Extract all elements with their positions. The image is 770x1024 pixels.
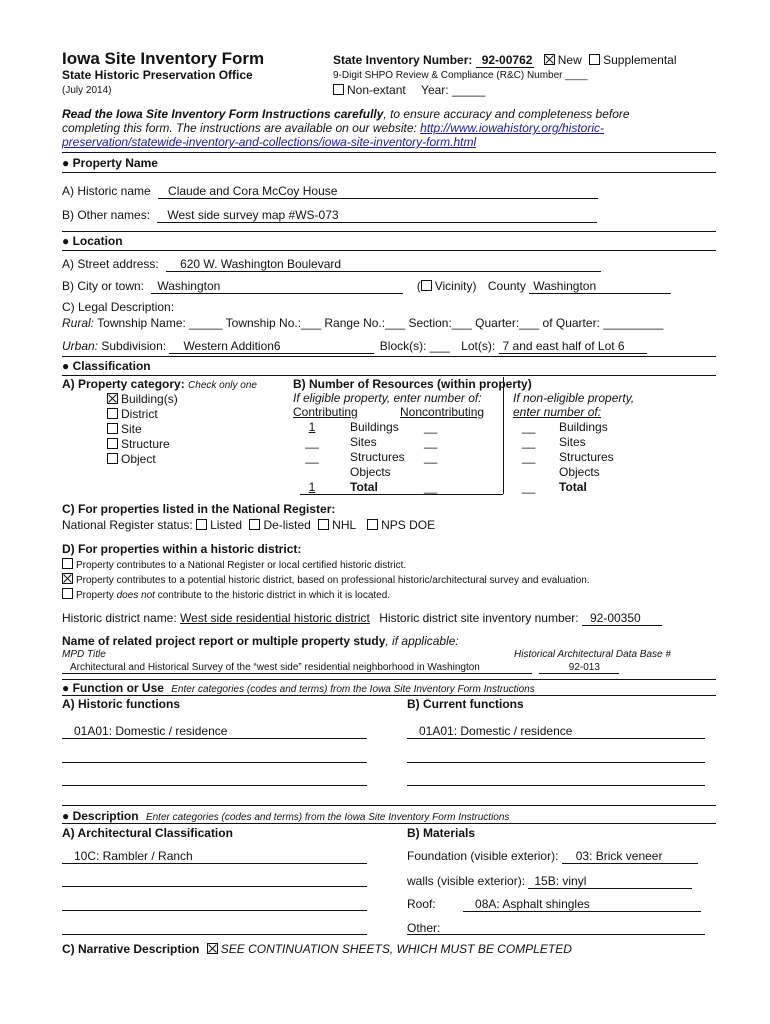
vicinity-paren: ( — [416, 279, 421, 293]
total-rule — [300, 494, 503, 495]
row-buildings: Buildings — [559, 420, 608, 434]
district-option-2-checkbox[interactable] — [62, 573, 73, 584]
divider — [62, 695, 716, 696]
city-value: Washington — [157, 279, 221, 293]
rc-number-line: 9-Digit SHPO Review & Compliance (R&C) Number ____ — [333, 70, 588, 81]
arch-classification-field-1[interactable] — [62, 849, 367, 864]
district-option[interactable] — [62, 558, 590, 573]
description-heading: ● Description — [62, 809, 139, 823]
current-function-field-3[interactable] — [407, 785, 705, 786]
noncontributing-label: Noncontributing — [400, 405, 485, 419]
district-option-1-checkbox[interactable] — [62, 558, 73, 569]
row-structures: Structures — [559, 450, 614, 464]
new-checkbox[interactable] — [544, 54, 555, 65]
district-num-value: 92-00350 — [589, 611, 641, 625]
other-names-row — [62, 208, 597, 223]
noneligible-sites[interactable]: __ — [522, 435, 536, 449]
foundation-field[interactable] — [562, 849, 698, 864]
contributing-label: Contributing — [293, 405, 358, 419]
other-names-value: West side survey map #WS-073 — [167, 208, 339, 222]
mpd-title-field[interactable] — [62, 662, 532, 674]
foundation-value: 03: Brick veneer — [575, 849, 663, 863]
instructions-link-1[interactable]: http://www.iowahistory.org/historic- — [420, 121, 605, 135]
subdivision-value: Western Addition6 — [183, 339, 281, 353]
current-functions-label: B) Current functions — [407, 697, 524, 711]
resource-labels-eligible — [350, 420, 405, 495]
district-name-row — [62, 611, 662, 626]
category-note: Check only one — [188, 380, 257, 391]
category-label-object: Object — [121, 452, 156, 466]
description-heading-row — [62, 809, 509, 823]
walls-value: 15B: vinyl — [534, 874, 587, 888]
narrative-checkbox[interactable] — [207, 943, 218, 954]
nhl-label: NHL — [332, 518, 356, 532]
divider — [62, 375, 716, 376]
had-label: Historical Architectural Data Base # — [514, 649, 671, 660]
noneligible-total[interactable]: __ — [522, 480, 536, 494]
noncontributing-sites[interactable]: __ — [424, 435, 438, 449]
year-field[interactable]: Year: _____ — [421, 83, 486, 97]
urban-label: Urban: — [62, 339, 99, 353]
category-label-site: Site — [121, 422, 142, 436]
divider — [62, 231, 716, 232]
divider — [62, 250, 716, 251]
row-objects: Objects — [350, 465, 391, 479]
district-option-3-checkbox[interactable] — [62, 588, 73, 599]
historic-name-label: A) Historic name — [62, 184, 151, 198]
historic-function-field-2[interactable] — [62, 762, 367, 763]
state-number-label: State Inventory Number: — [333, 53, 473, 67]
walls-label: walls (visible exterior): — [407, 874, 526, 888]
divider — [62, 356, 716, 357]
eligible-note: If eligible property, enter number of: — [293, 391, 482, 405]
divider — [62, 805, 716, 806]
noneligible-objects[interactable] — [522, 465, 535, 480]
divider — [62, 679, 716, 680]
had-field[interactable] — [539, 662, 619, 674]
historic-function-field-1[interactable] — [62, 724, 367, 739]
arch-classification-field-3[interactable] — [62, 910, 367, 911]
noncontributing-structures[interactable]: __ — [424, 450, 438, 464]
vicinity-label: Vicinity) — [434, 279, 477, 293]
category-label-structure: Structure — [121, 437, 170, 451]
city-field[interactable] — [151, 279, 403, 294]
row-objects: Objects — [559, 465, 600, 479]
divider — [62, 152, 716, 153]
category-option[interactable] — [107, 407, 178, 422]
foundation-row — [407, 849, 698, 864]
roof-row — [407, 897, 701, 912]
row-total: Total — [350, 480, 378, 494]
property-name-heading: ● Property Name — [62, 156, 158, 170]
historic-name-value: Claude and Cora McCoy House — [168, 184, 338, 198]
contributing-column — [305, 420, 319, 495]
district-option[interactable] — [62, 588, 590, 603]
contributing-sites[interactable]: __ — [305, 435, 319, 449]
vicinity-checkbox[interactable] — [421, 280, 432, 291]
urban-row — [62, 339, 647, 354]
noncontributing-total[interactable]: __ — [424, 480, 438, 494]
district-heading: D) For properties within a historic district: — [62, 542, 302, 556]
contributing-buildings[interactable]: 1 — [308, 420, 316, 434]
rural-label: Rural: — [62, 316, 95, 330]
office-name: State Historic Preservation Office — [62, 68, 253, 82]
nonextant-label: Non-extant — [347, 83, 406, 97]
property-category — [62, 377, 257, 391]
district-option[interactable] — [62, 573, 590, 588]
district-option-3-rest: contribute to the historic district in which it is located. — [154, 590, 391, 601]
site-checkbox[interactable] — [107, 423, 118, 434]
narrative-row — [62, 942, 572, 956]
subdivision-label: Subdivision: — [101, 339, 167, 353]
contributing-structures[interactable]: __ — [305, 450, 319, 464]
divider — [62, 823, 716, 824]
supplemental-checkbox[interactable] — [589, 54, 600, 65]
instructions-text-2: completing this form. The instructions are available on our website: — [62, 121, 421, 135]
new-label: New — [557, 53, 582, 67]
lots-value: 7 and east half of Lot 6 — [502, 339, 625, 353]
historic-name-field[interactable] — [158, 184, 598, 199]
delisted-label: De-listed — [263, 518, 311, 532]
function-note: Enter categories (codes and terms) from the Iowa Site Inventory Form Instructions — [171, 684, 535, 695]
mpd-row — [62, 662, 619, 674]
state-number-value[interactable]: 92-00762 — [476, 54, 535, 68]
noneligible-note-2: enter number of: — [513, 405, 602, 419]
function-heading-row — [62, 681, 535, 695]
function-heading: ● Function or Use — [62, 681, 164, 695]
nr-status-row — [62, 518, 435, 532]
location-heading: ● Location — [62, 234, 123, 248]
category-option[interactable] — [107, 392, 178, 407]
category-option[interactable] — [107, 437, 178, 452]
category-list — [107, 392, 178, 467]
resources-heading: B) Number of Resources (within property) — [293, 377, 532, 391]
noneligible-structures[interactable]: __ — [522, 450, 536, 464]
rural-row — [62, 316, 663, 330]
legal-description-label: C) Legal Description: — [62, 300, 175, 314]
listed-label: Listed — [210, 518, 243, 532]
current-function-value: 01A01: Domestic / residence — [419, 724, 573, 738]
category-option[interactable] — [107, 452, 178, 467]
blocks-field[interactable]: Block(s): ___ — [379, 339, 450, 353]
other-material-field[interactable] — [407, 934, 705, 935]
district-num-field[interactable] — [582, 611, 662, 626]
walls-row — [407, 874, 692, 889]
instructions-text-1: , to ensure accuracy and completeness before — [383, 107, 630, 121]
lots-field[interactable] — [499, 339, 647, 354]
mpd-title-label: MPD Title — [62, 649, 106, 660]
noneligible-note-1: If non-eligible property, — [513, 391, 635, 405]
district-option-3-emphasis: does not — [116, 590, 155, 601]
current-function-field-1[interactable] — [407, 724, 705, 739]
district-num-label: Historic district site inventory number: — [379, 611, 579, 625]
column-divider — [503, 377, 504, 494]
classification-heading: ● Classification — [62, 359, 151, 373]
district-checkbox[interactable] — [107, 408, 118, 419]
instructions-block — [62, 107, 630, 149]
historic-function-field-3[interactable] — [62, 785, 367, 786]
state-number-row — [333, 53, 677, 68]
noncontributing-buildings[interactable]: __ — [424, 420, 438, 434]
roof-value: 08A: Asphalt shingles — [475, 897, 590, 911]
district-name-label: Historic district name: — [62, 611, 177, 625]
description-note: Enter categories (codes and terms) from the Iowa Site Inventory Form Instructions — [145, 812, 510, 823]
instructions-lead: Read the Iowa Site Inventory Form Instructions carefully — [62, 107, 384, 121]
category-label-building: Building(s) — [121, 392, 178, 406]
form-date: (July 2014) — [62, 85, 112, 96]
arch-classification-field-2[interactable] — [62, 886, 367, 887]
noncontributing-column — [424, 420, 437, 495]
arch-classification-field-4[interactable] — [62, 934, 367, 935]
foundation-label: Foundation (visible exterior): — [407, 849, 559, 863]
district-option-1-label: Property contributes to a National Register or local certified historic district. — [76, 560, 407, 571]
instructions-link-2[interactable]: preservation/statewide-inventory-and-collections/iowa-site-inventory-form.html — [62, 135, 477, 149]
other-names-label: B) Other names: — [62, 208, 151, 222]
historic-name-row — [62, 184, 598, 199]
materials-label: B) Materials — [407, 826, 476, 840]
lots-label: Lot(s): — [461, 339, 496, 353]
street-row — [62, 257, 601, 272]
building-checkbox[interactable] — [107, 393, 118, 404]
noncontributing-objects[interactable] — [424, 465, 437, 480]
narrative-note: SEE CONTINUATION SHEETS, WHICH MUST BE COMPLETED — [220, 942, 572, 956]
historic-functions-label: A) Historic functions — [62, 697, 181, 711]
structure-checkbox[interactable] — [107, 438, 118, 449]
city-row — [62, 279, 671, 294]
rural-fields[interactable]: Township Name: _____ Township No.:___ Range No.:___ Section:___ Quarter:___ of Quarter: _________ — [97, 316, 664, 330]
roof-field[interactable] — [463, 897, 701, 912]
other-names-field[interactable] — [157, 208, 597, 223]
narrative-label: C) Narrative Description — [62, 942, 200, 956]
street-value: 620 W. Washington Boulevard — [180, 257, 342, 271]
district-option-2-label: Property contributes to a potential historic district, based on professional historic/architectural survey and evaluation. — [76, 575, 590, 586]
category-label: A) Property category: — [62, 377, 185, 391]
category-label-district: District — [121, 407, 158, 421]
supplemental-label: Supplemental — [603, 53, 677, 67]
subdivision-field[interactable] — [169, 339, 374, 354]
form-title: Iowa Site Inventory Form — [62, 49, 265, 68]
related-study-label: Name of related project report or multiple property study — [62, 634, 386, 648]
other-material-label: Other: — [407, 921, 441, 935]
mpd-title-value: Architectural and Historical Survey of the “west side” residential neighborhood in Washington — [70, 662, 480, 673]
nps-doe-checkbox[interactable] — [367, 519, 378, 530]
nps-doe-label: NPS DOE — [381, 518, 436, 532]
row-sites: Sites — [350, 435, 377, 449]
category-option[interactable] — [107, 422, 178, 437]
historic-function-value: 01A01: Domestic / residence — [74, 724, 228, 738]
other-material-row — [407, 921, 440, 935]
arch-classification-value: 10C: Rambler / Ranch — [74, 849, 193, 863]
row-sites: Sites — [559, 435, 586, 449]
current-function-field-2[interactable] — [407, 762, 705, 763]
roof-label: Roof: — [407, 897, 436, 911]
nonextant-row — [333, 83, 485, 97]
listed-checkbox[interactable] — [196, 519, 207, 530]
noneligible-buildings[interactable]: __ — [522, 420, 536, 434]
nonextant-checkbox[interactable] — [333, 84, 344, 95]
divider — [62, 172, 716, 173]
had-value: 92-013 — [568, 662, 600, 673]
arch-classification-label: A) Architectural Classification — [62, 826, 233, 840]
related-study-note: , if applicable: — [385, 634, 459, 648]
city-label: B) City or town: — [62, 279, 145, 293]
row-structures: Structures — [350, 450, 405, 464]
resource-labels-noneligible — [559, 420, 614, 495]
district-option-3-label: Property — [76, 590, 117, 601]
noneligible-column — [522, 420, 535, 495]
object-checkbox[interactable] — [107, 453, 118, 464]
street-label: A) Street address: — [62, 257, 159, 271]
nr-status-label: National Register status: — [62, 518, 193, 532]
related-study-row — [62, 634, 459, 648]
nhl-checkbox[interactable] — [318, 519, 329, 530]
contributing-total[interactable]: 1 — [308, 480, 316, 494]
contributing-objects[interactable] — [305, 465, 319, 480]
county-value: Washington — [533, 279, 597, 293]
row-total: Total — [559, 480, 587, 494]
district-options — [62, 558, 590, 603]
county-label: County — [487, 279, 526, 293]
county-field[interactable] — [529, 279, 671, 294]
district-name-value[interactable]: West side residential historic district — [180, 611, 370, 625]
walls-field[interactable] — [528, 874, 692, 889]
delisted-checkbox[interactable] — [249, 519, 260, 530]
nr-heading: C) For properties listed in the National Register: — [62, 502, 336, 516]
street-field[interactable] — [166, 257, 601, 272]
row-buildings: Buildings — [350, 420, 399, 434]
